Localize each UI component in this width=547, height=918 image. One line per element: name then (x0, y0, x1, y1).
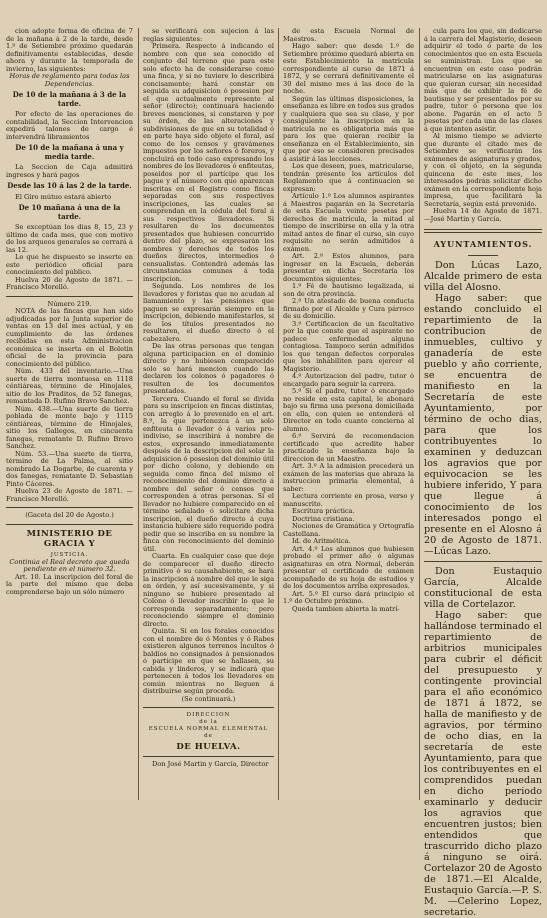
paragraph: Artículo 1.º Los alumnos aspirantes á Maestros pagarán en la Secretaría de esta Escuela veinte pesetas por derechos de matrícula, la mitad al tiempo de inscribirse en ella y la otra mitad antes de finar el curso, sin cuyo requisito no serán admitidos á exámen. (283, 192, 414, 253)
italic-note: Continúa el Real decreto que queda pendiente en el número 32. (9, 557, 130, 573)
divider (6, 296, 133, 297)
column-4 (424, 27, 543, 918)
divider (424, 561, 542, 562)
paragraph: Quinta. Si en los forales conocidos con el nombre de ó Montes y ó Rabes existieren algunos terrenos incultos ó baldíos no consignados á pensionados ó partícipe en que se hallasen, su cabida y linderos, y se indicará que pertenecen á todos los llevadores en común mientras no lleguen á distribuirse según proceda. (143, 627, 274, 695)
notice-paragraph: Hago saber: que estando concluido el repartimiento de la contribucion de inmuebles, cultivo y ganadería de este pueblo y año corriente, se encuentra de manifiesto en la Secretaría de este Ayuntamiento, por término de ocho dias, para que los contribuyentes lo examinen y deduzcan los agravios que por equivocacion se les hubiere inferido, Y para que llegue á conocimiento de los interesados pongo el presente en el Alosno á 20 de Agosto de 1871. —Lúcas Lazo. (424, 293, 542, 557)
paragraph: El Giro mútuo estará abierto (15, 192, 112, 201)
paragraph: de esta Escuela Normal de Maestros. (283, 27, 414, 43)
paragraph: Los que deseen, pues, matricularse, tendrán presente los artículos del Reglamento que á continuacion se expresan: (283, 162, 414, 193)
paragraph: Escritura práctica. (292, 507, 355, 515)
paragraph: se verificará con sujecion á las reglas siguientes: (143, 27, 274, 43)
paragraph: Cuarta. En cualquier caso que deje de comparecer el dueño directo primitivo ó su causahabiente, se hará la inscripcion á nombre del que le siga en órden, y así sucesivamente, y si ninguno se hubiere presentado al Colono ó llevador inscribir lo que le corresponda separadamente; pero reconociendo siempre el dominio directo. (143, 552, 274, 628)
paragraph: Huelva 23 de Agosto de 1871. —Francisco Morelló. (6, 487, 133, 503)
paragraph: cion adopte forma de oficina de 7 de la mañana á 2 de la tarde, desde 1.º de Setiembre próximo quedarán definitivamente establecidas, desde ahora y durante la temporada de invierno, las siguientes: (6, 27, 133, 73)
schedule-heading: De 10 de la mañana á 3 de la tarde. (12, 90, 127, 108)
column-2 (143, 28, 274, 800)
paragraph: 1.º Fé de bautismo legalizada, si son de otra provincia. (283, 282, 414, 298)
paragraph: Lectura corriente en prosa, verso y manuscrito. (283, 492, 414, 508)
section-rule (424, 229, 542, 233)
italic-note: Horas de reglamento para todas las Dependencias. (9, 72, 130, 88)
paragraph: Art. 5.º El curso dará principio el 1.º de Octubre próximo. (283, 589, 414, 605)
notice-paragraph: Don Lúcas Lazo, Alcalde primero de esta villa del Alosno. (424, 260, 542, 293)
small-heading: DIRECCION (186, 712, 231, 718)
paragraph: Art. 3.º A la admision precederá un exámen de las materias que abraza la instruccion primaria elemental, á saber: (283, 462, 414, 493)
column-4-notices (424, 260, 542, 918)
paragraph: 5.º Si el padre, tutor ó encargado no reside en esta capital, le abonará bajo su firma una persona domiciliada en ella, con quien se entenderá el Director en todo cuanto concierna al alumno. (283, 387, 414, 433)
paragraph: Núm. 438.—Una suerte de tierra poblada de monte bajo y 1115 céntiáreas, término de Hinojales, sitio los Gallegos, en cincuenta fanegas, rematante D. Rufino Bravo Sanchez. (6, 404, 133, 450)
paragraph: Id. de Aritmética. (292, 537, 351, 545)
paragraph: 2.º Un atestado de buena conducta firmado por el Alcalde y Cura párroco de su domicilio. (283, 297, 414, 320)
column-3 (283, 28, 414, 800)
paragraph: NOTA de las fincas que han sido adjudicadas por la Junta superior de ventas en 13 del mes actual, y en cumplimiento de las órdenes recibidas en esta Administracion económica se inserta en el Boletin oficial de la provincia para conocimiento del público. (6, 307, 133, 368)
paragraph: 4.º Autorizacion del padre, tutor ó encargado para seguir la carrera. (283, 372, 414, 388)
notice-paragraph: Don Eustaquio García, Alcalde constitucional de esta villa de Cortelazor. (424, 566, 542, 610)
small-heading: ESCUELA NORMAL ELEMENTAL (148, 726, 269, 732)
paragraph: Huelva 20 de Agosto de 1871. —Francisco Morelló. (6, 275, 133, 291)
divider (143, 707, 274, 708)
divider (6, 507, 133, 508)
paragraph: Tercera. Cuando el foral se divida para su inscripcion en fincas distintas, con arreglo á lo prevenido en el art. 8.º, la que pertenezca á un solo enfiteuta ó llevador ó á varios pro-indiviso, se inscribirá á nombre de estos, expresando inmediatamente después de la descripcion del solar la adquisicion ó posesion del dominio útil por dicho colono, y debiendo en seguida como finca del mismo el reconocimiento del dominio directo á nombre del señor ó censos que corresponden á otras personas. Si el llevador no hubiere comparecido en el término señalado ó solicitare dicha inscripcion, el dueño directo á cuya instancia hubiere sido requerido podrá pedir que se inscriba en su nombre la finca con reconocimiento del dominio útil. (143, 394, 274, 553)
small-heading: de (204, 733, 213, 739)
divider (143, 756, 274, 757)
paragraph: Art. 4.º Los alumnos que hubiesen probado el primer año ó algunas asignaturas en otra Normal, deberán presentar el certificado de exámen acompañado de su hoja de estudios y de los documentos arriba expresados. (283, 544, 414, 590)
paragraph: 6.º Servirá de recomendacion certificado que acredite haber practicado la enseñanza bajo la direccion de un Maestro. (283, 432, 414, 463)
paragraph: Queda tambien abierta la matrí- (292, 604, 400, 613)
paragraph: La Seccion de Caja admitirá ingresos y hará pagos (6, 163, 133, 179)
paragraph: Don José Martin y García, Director (152, 760, 269, 768)
paragraph: Huelva 14 de Agosto de 1871. —José Martin y García. (424, 207, 542, 223)
paragraph: cula para los que, sin dedicarse á la carrera del Magisterio, deseen adquirir el todo ó parte de los conocimientos que en esta Escuela se suministran. Los que se encuentren en este caso podrán matricularse en las asignaturas que quieran cursar, sin necesidad más que de exhibir la fé de bautismo y ser presentados por su padre, tutor ó persona que los abone. Pagarán en el acto 5 pesetas por cada una de las clases á que intenten asistir. (424, 27, 542, 133)
paragraph: Según las últimas disposiciones, la enseñanza es libre en todos sus grados y cualquiera que sea su clase, y por consiguiente la inscripcion en la matrícula no es obligatoria más que para los que quieran recibir la enseñanza en el Establecimiento, sin que por eso se consideren precisados á asistir á las lecciones. (283, 94, 414, 163)
paragraph: Segunda. Los nombres de los llevadores y foristas que no acudan al llamamiento y las pensiones que paguen se expresarán siempre en la inscripcion, debiendo manifestarlos, si de los títulos presentados no resultaren, el dueño directo ó el cabezalero. (143, 282, 274, 343)
paragraph: Art. 2.º Estos alumnos, para ingresar en la Escuela, deberán presentar en dicha Secretaría los documentos siguientes: (283, 252, 414, 283)
ministry-title: MINISTERIO DE GRACIA Y (26, 528, 113, 549)
divider (6, 524, 133, 525)
paragraph: Nociones de Gramática y Ortografía Castellana. (283, 522, 414, 538)
paragraph: Primera. Respecto á indicando el nombre con que sea conocido el conjunto del terreno que para este solo efecto ha de considerarse como una finca, y si no tuviere lo describirá concisamente; hará constar en seguida su adquisicion ó posesion por el que actualmente represente al señor (directo); continuará haciendo breves menciones, si constaren y por su órden, de las alteraciones y subdivisiones de que en su totalidad ó en parte haya sido objeto el foral, así como de los censos y gravámenes impuestos por los señores ó foreros, y concluirá en todo caso expresando los nombres de los llevadores ó enfiteutas, poseidos por el partícipe que los pague y el número con que aparezcan inscritas en el Registro como fincas separadas con sus respectivos inscripciones, las cuales se comprendan en la cédula del foral á sus respectivos llevadores. Si resultaren de los documentos presentados que hubiesen concurrido dentro del plazo, se expresarán los nombres y derechos de todos los dueños directos, intermedios ó censualistas. Contendrá además las circunstancias comunes á toda inscripcion. (143, 42, 274, 283)
paragraph: De las otras personas que tengan alguna participacion en el dominio directo y no hubiesen comparecido solo se hará mencion cuando las declaren los colonos ó pagadores ó resulten de los documentos presentados. (143, 342, 274, 395)
paragraph: Hago saber: que desde 1.º de Setiembre próximo quedará abierta en este Establecimiento la matrícula correspondiente al curso de 1871 á 1872, y se cerrará definitivamente el 30 del mismo mes á las doce de la noche. (283, 42, 414, 95)
paragraph: Se exceptúan los dias 8, 15, 23 y último de cada mes, que con motivo de los arqueos generales se cerrará á las 12. (6, 223, 133, 254)
paragraph: Doctrina cristiana. (292, 514, 355, 523)
centered-line: (Gaceta del 20 de Agosto.) (25, 511, 114, 519)
notice-paragraph: Hago saber: que hallándose terminado el repartimiento de arbitrios municipales para cubrir el déficit del presupuesto y contingente provincial para el año económico de 1871 á 1872, se halla de manifiesto y de agravios, por término de ocho dias, en la secretaría de este Ayuntamiento, para que los contribuyentes en el comprendidos puedan en dicho periodo examinarlo y deducir los agravios que encuentren justos; bien entendidos que trascurrido dicho plazo á ninguno se oirá. Cortelazor 20 de Agosto de 1871.—El Alcalde, Eustaquio García.—P. S. M. —Celerino Lopez, secretario. (424, 610, 543, 918)
paragraph: Núm. 433 del inventario.—Una suerte de tierra montuosa en 1118 céntiáreas, término de Hinojales, sitio de los Praditos, de 52 fanegas, remantada D. Rufino Bravo Sanchez. (6, 367, 133, 405)
column-1 (6, 28, 133, 800)
centered-line: (Se continuará.) (181, 694, 236, 703)
divider (468, 255, 498, 256)
paragraph: Lo que he dispuesto se inserte en este periódico oficial para conocimiento del público. (6, 253, 133, 276)
section-heading-ayuntamientos: AYUNTAMIENTOS. (433, 239, 533, 249)
small-heading: JUSTICIA. (50, 551, 89, 558)
paragraph: Por efecto de las operaciones de contabilidad, la Seccion Intervencion expedirá talones de cargo é intervendrá libramientos (6, 110, 133, 141)
paragraph: Núm. 53.—Una suerte de tierra, término de La Palma, al sitio nombrado La Dogarbe, de cuarenta y dos fanegas, rematante D. Sebastian Pinto Cáceres. (6, 449, 133, 488)
centered-line: Número 219. (47, 299, 92, 308)
paragraph: 3.º Certificacion de un facultativo por la que conste que el aspirante no padece enfermedad alguna contagiosa. Tampoco serán admitidos los que tengan defectos corporales que los inhabiliten para ejercer el Magisterio. (283, 319, 414, 373)
schedule-heading: De 10 mañana á una de la tarde. (18, 203, 121, 221)
paragraph: Al mismo tiempo se advierte que durante el citado mes de Setiembre se verificarán los exámenes de asignaturas y grados, y con el objeto, en la segunda quincena de este mes, los interesados podrán solicitar dicho exámen en la correspondiente hoja impresa, que facilitará la Secretaría, según está prevenido. (424, 132, 542, 208)
paragraph: Art. 10. La inscripcion del foral de la parte del mismo que deba comprenderse bajo un sólo número (6, 572, 133, 596)
schedule-heading: Desde las 10 á las 2 de la tarde. (7, 181, 132, 190)
small-heading: de la (199, 719, 218, 725)
column-4-top (424, 28, 542, 223)
schedule-heading: De 10 de la mañana á una y media tarde. (15, 143, 124, 161)
column-divider (138, 28, 139, 800)
column-divider (419, 28, 420, 800)
school-title: DE HUELVA. (176, 742, 241, 752)
column-divider (278, 28, 279, 800)
